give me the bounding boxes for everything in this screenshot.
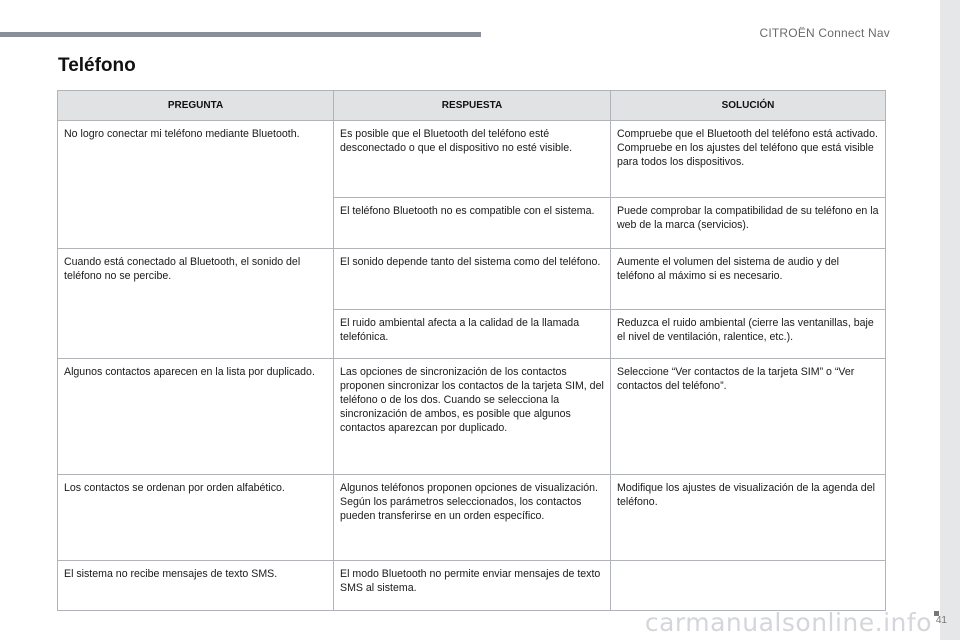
header-rule — [0, 32, 481, 37]
solution-cell: Reduzca el ruido ambiental (cierre las ventanillas, baje el nivel de ventilación, ralentice, etc.). — [611, 310, 886, 359]
question-cell: No logro conectar mi teléfono mediante Bluetooth. — [58, 121, 334, 249]
solution-cell: Puede comprobar la compatibilidad de su teléfono en la web de la marca (servicios). — [611, 198, 886, 249]
answer-cell: El ruido ambiental afecta a la calidad de la llamada telefónica. — [334, 310, 611, 359]
table-row — [58, 249, 886, 310]
column-header-question: PREGUNTA — [58, 91, 334, 121]
solution-cell: Compruebe que el Bluetooth del teléfono está activado. Compruebe en los ajustes del teléfono que está visible para todos los dispositivos. — [611, 121, 886, 198]
faq-table — [57, 90, 886, 611]
table-row — [58, 475, 886, 561]
answer-cell: Es posible que el Bluetooth del teléfono esté desconectado o que el dispositivo no esté visible. — [334, 121, 611, 198]
solution-cell: Modifique los ajustes de visualización de la agenda del teléfono. — [611, 475, 886, 561]
question-cell: El sistema no recibe mensajes de texto SMS. — [58, 561, 334, 611]
answer-cell: Las opciones de sincronización de los contactos proponen sincronizar los contactos de la tarjeta SIM, del teléfono o de los dos. Cuando se selecciona la sincronización de ambos, es posible que algunos contactos aparezcan por duplicado. — [334, 359, 611, 475]
page-title: Teléfono — [58, 55, 136, 76]
column-header-answer: RESPUESTA — [334, 91, 611, 121]
solution-cell — [611, 561, 886, 611]
solution-cell: Seleccione “Ver contactos de la tarjeta SIM” o “Ver contactos del teléfono”. — [611, 359, 886, 475]
solution-cell: Aumente el volumen del sistema de audio y del teléfono al máximo si es necesario. — [611, 249, 886, 310]
question-cell: Algunos contactos aparecen en la lista por duplicado. — [58, 359, 334, 475]
answer-cell: El sonido depende tanto del sistema como del teléfono. — [334, 249, 611, 310]
side-strip — [940, 0, 960, 640]
watermark: carmanualsonline.info — [644, 608, 932, 637]
question-cell: Cuando está conectado al Bluetooth, el sonido del teléfono no se percibe. — [58, 249, 334, 359]
table-row — [58, 359, 886, 475]
column-header-solution: SOLUCIÓN — [611, 91, 886, 121]
question-cell: Los contactos se ordenan por orden alfabético. — [58, 475, 334, 561]
table-row — [58, 121, 886, 198]
answer-cell: El modo Bluetooth no permite enviar mensajes de texto SMS al sistema. — [334, 561, 611, 611]
table-row — [58, 561, 886, 611]
table-header-row — [58, 91, 886, 121]
page-number: 41 — [935, 615, 947, 626]
header-brand: CITROËN Connect Nav — [759, 26, 890, 40]
answer-cell: El teléfono Bluetooth no es compatible con el sistema. — [334, 198, 611, 249]
answer-cell: Algunos teléfonos proponen opciones de visualización. Según los parámetros seleccionados, los contactos pueden transferirse en un orden específico. — [334, 475, 611, 561]
